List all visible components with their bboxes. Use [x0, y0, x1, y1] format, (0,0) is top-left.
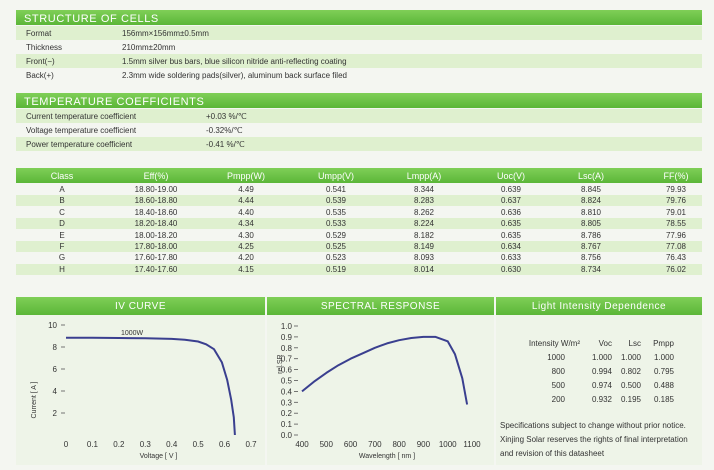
class-table-cell: 8.734	[580, 264, 602, 274]
class-table-header	[16, 168, 702, 183]
sr-y-tick-label: 0.9	[280, 332, 292, 342]
class-table-cell: D	[59, 219, 65, 229]
class-table-row	[16, 207, 702, 218]
structure-row	[16, 40, 702, 54]
temperature-header	[16, 93, 702, 108]
class-table-cell: 18.20-18.40	[134, 219, 178, 229]
class-table-cell: 8.262	[413, 207, 435, 217]
sr-x-tick-label: 1000	[438, 440, 457, 449]
temperature-label: Current temperature coefficient	[26, 112, 137, 121]
light-table-cell: 0.795	[653, 367, 674, 376]
temperature-label: Power temperature coefficient	[26, 140, 133, 149]
structure-label: Front(−)	[26, 57, 55, 66]
structure-label: Back(+)	[26, 71, 54, 80]
temperature-row	[16, 109, 702, 123]
light-table-cell: 0.185	[653, 395, 674, 404]
sr-x-tick-label: 400	[295, 440, 309, 449]
sr-y-tick-label: 0.2	[280, 409, 292, 419]
iv-y-tick-label: 2	[52, 409, 57, 418]
sr-y-tick-label: 0.0	[280, 431, 292, 440]
disclaimer-line: and revision of this datasheet	[500, 449, 605, 458]
class-table-cell: F	[59, 242, 65, 251]
class-table-cell: 0.525	[325, 242, 347, 251]
class-table-cell: 0.529	[325, 230, 347, 240]
class-column-header: Lsc(A)	[577, 171, 604, 181]
iv-series-label: 1000W	[120, 329, 144, 337]
class-table-cell: 17.80-18.00	[134, 242, 178, 251]
class-table-cell: 17.60-17.80	[134, 253, 178, 263]
temperature-row	[16, 137, 702, 151]
light-table-cell: 1.000	[620, 353, 641, 362]
sr-y-tick-label: 0.7	[280, 354, 292, 364]
light-table-cell: 0.932	[591, 395, 612, 404]
disclaimer-line: Specifications subject to change without prior notice.	[500, 421, 686, 430]
class-column-header: Umpp(V)	[317, 171, 354, 181]
light-column-header: Lsc	[628, 339, 641, 348]
class-table-row	[16, 184, 702, 195]
class-table-cell: 4.44	[238, 196, 254, 206]
class-table-cell: 8.845	[580, 185, 602, 194]
iv-x-tick-label: 0.3	[139, 440, 151, 449]
light-table-cell: 1.000	[591, 353, 612, 362]
sr-y-tick-label: 0.5	[280, 376, 292, 386]
light-column-header: Intensity W/m²	[528, 339, 580, 348]
spectral-response-chart	[267, 315, 494, 465]
class-table-cell: 4.34	[238, 219, 254, 229]
class-table-cell: 8.824	[580, 196, 602, 206]
class-table-cell: E	[59, 230, 65, 240]
sr-y-tick-label: 1.0	[280, 322, 292, 331]
sr-y-tick-label: 0.4	[280, 387, 292, 397]
class-table-cell: 78.55	[665, 219, 687, 229]
class-table-cell: 18.40-18.60	[134, 207, 178, 217]
class-table-cell: 77.08	[665, 242, 687, 251]
sr-x-tick-label: 900	[416, 440, 431, 449]
class-table-cell: 8.093	[413, 253, 435, 263]
class-table-row	[16, 241, 702, 252]
light-table-cell: 0.500	[620, 381, 641, 390]
class-table-row	[16, 252, 702, 263]
class-table-cell: 0.636	[500, 207, 522, 217]
iv-y-tick-label: 4	[52, 387, 57, 396]
structure-row	[16, 54, 702, 68]
structure-value: 1.5mm silver bus bars, blue silicon nitride anti-reflecting coating	[122, 57, 347, 66]
class-table-cell: 77.96	[665, 230, 687, 240]
class-table-cell: A	[59, 185, 65, 194]
class-table-cell: 8.344	[413, 185, 435, 194]
temperature-value: +0.03 %/℃	[206, 112, 247, 121]
class-table-cell: 0.539	[325, 196, 347, 206]
sr-x-tick-label: 800	[392, 440, 406, 449]
sr-y-tick-label: 0.3	[280, 398, 292, 408]
structure-label: Format	[26, 29, 52, 38]
sr-y-tick-label: 0.8	[280, 343, 292, 353]
spectral-title: SPECTRAL RESPONSE	[320, 301, 441, 312]
structure-header	[16, 10, 702, 25]
light-table-cell: 0.974	[591, 381, 612, 390]
class-table-cell: 8.756	[580, 253, 602, 263]
light-table-cell: 0.802	[620, 367, 641, 376]
light-header	[496, 297, 702, 315]
class-table-cell: 18.00-18.20	[134, 230, 178, 240]
class-table-cell: 0.635	[500, 219, 522, 229]
iv-y-tick-label: 6	[52, 365, 57, 374]
class-table-cell: 0.519	[325, 264, 347, 274]
sr-x-tick-label: 700	[368, 440, 382, 449]
class-table-cell: H	[59, 264, 65, 274]
class-table-cell: 0.533	[325, 219, 347, 229]
light-table-cell: 1.000	[653, 353, 674, 362]
light-table-cell: 0.195	[620, 395, 641, 404]
sr-x-tick-label: 600	[343, 440, 358, 449]
light-table-cell: 200	[551, 395, 565, 404]
iv-curve-line	[66, 338, 235, 435]
class-table-cell: 8.805	[580, 219, 602, 229]
class-table-row	[16, 195, 702, 206]
temperature-title: TEMPERATURE COEFFICIENTS	[24, 96, 205, 108]
class-table-cell: 4.30	[238, 230, 254, 240]
iv-x-tick-label: 0	[63, 440, 69, 449]
structure-title: STRUCTURE OF CELLS	[24, 13, 159, 25]
class-column-header: FF(%)	[663, 171, 689, 181]
class-table-cell: 0.523	[325, 253, 347, 263]
class-table-cell: 8.767	[580, 242, 602, 251]
class-table-cell: 4.20	[238, 253, 254, 263]
light-table-cell: 500	[551, 381, 565, 390]
structure-row	[16, 26, 702, 40]
class-table-cell: C	[59, 207, 65, 217]
class-table-cell: 79.93	[665, 185, 687, 194]
class-table-cell: 18.80-19.00	[134, 185, 178, 194]
iv-y-axis-label: Current [ A ]	[31, 381, 38, 419]
class-table-row	[16, 264, 702, 275]
class-table-cell: 0.637	[500, 196, 522, 206]
iv-x-tick-label: 0.4	[166, 440, 178, 449]
class-table-cell: 8.182	[413, 230, 435, 240]
iv-x-tick-label: 0.1	[86, 440, 98, 449]
class-table-cell: 4.25	[238, 242, 254, 251]
class-column-header: Pmpp(W)	[227, 171, 265, 181]
structure-label: Thickness	[26, 43, 63, 52]
class-table-cell: 0.639	[500, 185, 522, 194]
class-table-cell: 8.224	[413, 219, 435, 229]
iv-x-tick-label: 0.7	[245, 440, 257, 449]
sr-x-tick-label: 1100	[463, 440, 481, 449]
class-table-cell: 76.43	[665, 253, 687, 263]
light-table-cell: 1000	[547, 353, 565, 362]
temperature-value: -0.41 %/℃	[206, 140, 245, 149]
sr-y-tick-label: 0.1	[280, 420, 292, 430]
class-table-cell: 4.40	[238, 207, 254, 217]
class-table-cell: G	[58, 253, 66, 263]
class-table-cell: 4.15	[238, 264, 254, 274]
class-table-row	[16, 218, 702, 229]
disclaimer-line: Xinjing Solar reserves the rights of final interpretation	[500, 435, 688, 444]
class-table-cell: 4.49	[238, 185, 254, 194]
light-title: Light Intensity Dependence	[531, 301, 667, 312]
class-table-cell: 0.541	[325, 185, 347, 194]
class-table-cell: 79.76	[665, 196, 687, 206]
class-table-row	[16, 230, 702, 241]
temperature-label: Voltage temperature coefficient	[26, 126, 137, 135]
iv-curve-header	[16, 297, 265, 315]
spectral-header	[267, 297, 494, 315]
class-table-cell: 8.283	[413, 196, 435, 206]
class-table-cell: 0.634	[500, 242, 522, 251]
sr-x-tick-label: 500	[319, 440, 333, 449]
class-table-cell: 8.810	[580, 207, 602, 217]
light-table-cell: 0.994	[591, 367, 612, 376]
structure-value: 2.3mm wide soldering pads(silver), aluminum back surface filed	[122, 71, 347, 80]
class-table-cell: 18.60-18.80	[134, 196, 178, 206]
temperature-value: -0.32%/℃	[206, 126, 243, 135]
sr-y-tick-label: 0.6	[280, 365, 292, 375]
light-table-cell: 800	[551, 367, 565, 376]
class-table-cell: 8.014	[413, 264, 435, 274]
class-table-cell: B	[59, 196, 65, 206]
class-table-cell: 8.786	[580, 230, 602, 240]
sr-curve-line	[302, 337, 467, 405]
iv-x-axis-label: Voltage [ V ]	[139, 453, 178, 460]
class-column-header: Eff(%)	[143, 171, 169, 181]
iv-y-tick-label: 8	[52, 343, 57, 352]
class-column-header: Class	[50, 171, 74, 181]
sr-x-axis-label: Wavelength [ nm ]	[358, 453, 416, 460]
class-table-cell: 76.02	[665, 264, 687, 274]
iv-x-tick-label: 0.6	[219, 440, 231, 449]
light-column-header: Pmpp	[653, 339, 674, 348]
iv-x-tick-label: 0.2	[113, 440, 125, 449]
temperature-row	[16, 123, 702, 137]
light-column-header: Voc	[598, 339, 612, 348]
iv-y-tick-label: 10	[48, 321, 57, 330]
iv-curve-chart	[16, 315, 265, 465]
structure-row	[16, 68, 702, 82]
structure-value: 210mm±20mm	[122, 43, 176, 52]
class-table-cell: 0.635	[500, 230, 522, 240]
structure-value: 156mm×156mm±0.5mm	[122, 29, 209, 38]
class-table-cell: 0.633	[500, 253, 522, 263]
iv-curve-title: IV CURVE	[114, 301, 167, 312]
class-table-cell: 0.535	[325, 207, 347, 217]
class-table-cell: 17.40-17.60	[134, 264, 178, 274]
class-table-cell: 0.630	[500, 264, 522, 274]
class-column-header: Lmpp(A)	[406, 171, 442, 181]
class-column-header: Uoc(V)	[496, 171, 525, 181]
sr-y-axis-label: rel.SR	[277, 354, 284, 374]
iv-x-tick-label: 0.5	[192, 440, 204, 449]
class-table-cell: 8.149	[413, 242, 435, 251]
class-table-cell: 79.01	[665, 207, 687, 217]
light-table-cell: 0.488	[653, 381, 674, 390]
